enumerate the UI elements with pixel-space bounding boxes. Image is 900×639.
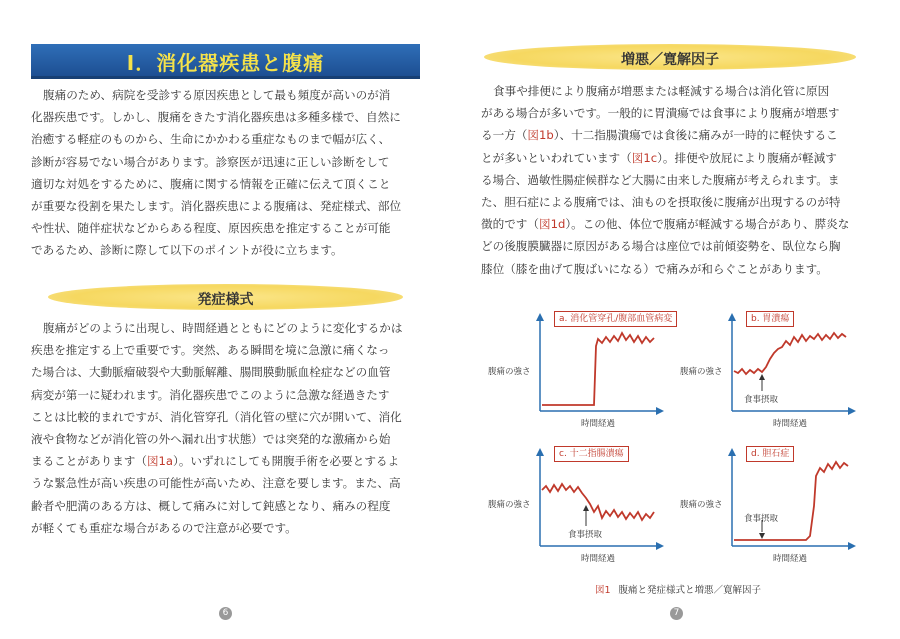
meal-arrowhead [583, 505, 589, 511]
y-axis-label: 腹痛の強さ [680, 367, 723, 377]
pain-curve [734, 462, 848, 540]
figure-reference-1a: 図1a [146, 454, 174, 469]
meal-label: 食事摂取 [744, 395, 779, 405]
figure-panel-b [678, 311, 858, 429]
figure-reference-1c: 図1c [631, 150, 658, 165]
onset-line: が軽くても重症な場合があるので注意が必要です。 [31, 520, 297, 535]
pain-curve [542, 333, 654, 405]
x-axis-label: 時間経過 [581, 554, 616, 564]
intro-line: や性状、随伴症状などからある程度、原因疾患を推定することが可能 [31, 221, 391, 236]
section-heading-onset [48, 284, 403, 310]
section-title: 発症様式 [197, 292, 254, 308]
text: まることがあります（ [31, 454, 147, 469]
section-title: 増悪／寛解因子 [621, 52, 719, 68]
x-axis-arrow [656, 407, 664, 415]
intro-line: 腹痛のため、病院を受診する原因疾患として最も頻度が高いのが消 [43, 88, 391, 102]
intro-line: 診断が容易でない場合があります。診察医が迅速に正しい診断をして [31, 154, 390, 169]
chapter-title: I．消化器疾患と腹痛 [126, 51, 325, 75]
onset-line: 液や食物などが消化管の外へ漏れ出す状態）では突発的な激痛から始 [31, 432, 391, 447]
text: ）。いずれにしても開腹手術を必要とするよ [173, 454, 400, 469]
factors-paragraph [481, 80, 873, 280]
onset-line: うな緊急性が高い疾患の可能性が高いため、注意を要します。また、高 [31, 476, 401, 491]
intro-line: 治癒する軽症のものから、生命にかかわる重症なものまで幅が広く、 [31, 132, 391, 147]
intro-line: 化器疾患です。しかし、腹痛をきたす消化器疾患は多種多様で、自然に [31, 110, 401, 125]
meal-label: 食事摂取 [744, 514, 779, 524]
factors-line [481, 124, 873, 146]
text: る一方（ [481, 128, 528, 143]
y-axis-arrow [536, 448, 544, 456]
figure-reference-1d: 図1d [538, 217, 566, 232]
onset-line: 疾患を推定する上で重要です。突然、ある瞬間を境に急激に痛くなっ [31, 343, 390, 358]
figure-reference-1b: 図1b [527, 128, 554, 143]
intro-line: であるため、診断に際して以下のポイントが役に立ちます。 [31, 243, 343, 258]
text: ）、十二指腸潰瘍では食後に痛みが一時的に軽快するこ [553, 128, 838, 143]
page-number: 6 [219, 607, 232, 620]
x-axis-label: 時間経過 [773, 419, 808, 429]
onset-line [31, 450, 423, 472]
x-axis-arrow [848, 542, 856, 550]
y-axis-label: 腹痛の強さ [488, 500, 531, 510]
text: 徴的です（ [481, 217, 539, 232]
factors-line: どの後腹膜臓器に原因がある場合は座位では前傾姿勢を、臥位なら胸 [481, 239, 841, 254]
x-axis-arrow [656, 542, 664, 550]
y-axis-arrow [536, 313, 544, 321]
section-heading-factors [484, 44, 856, 70]
panel-label: d. 胆石症 [746, 446, 794, 462]
text: ）。排便や放屁により腹痛が軽減す [657, 150, 837, 165]
onset-line: 齢者や肥満のある方は、概して痛みに対して鈍感となり、痛みの程度 [31, 498, 391, 513]
figure-number: 図1 [595, 585, 611, 596]
factors-line: がある場合が多いです。一般的に胃潰瘍では食事により腹痛が増悪す [481, 106, 840, 121]
page-number: 7 [670, 607, 683, 620]
onset-line: た場合は、大動脈瘤破裂や大動脈解離、腸間膜動脈血栓症などの血管 [31, 365, 391, 380]
intro-line: 適切な対処をするために、腹痛に関する情報を正確に伝えて頂くこと [31, 176, 391, 191]
right-page [450, 0, 900, 639]
text: ）。この他、体位で腹痛が軽減する場合があり、膵炎な [565, 217, 850, 232]
onset-line: ことは比較的まれですが、消化管穿孔（消化管の壁に穴が開いて、消化 [31, 409, 402, 424]
intro-paragraph [31, 84, 423, 262]
factors-line [481, 147, 873, 169]
caption-text: 腹痛と発症様式と増悪／寛解因子 [618, 585, 762, 596]
text: とが多いといわれています（ [481, 150, 632, 165]
intro-line: が重要な役割を果たします。消化器疾患による腹痛は、発症様式、部位 [31, 199, 402, 214]
onset-line: 腹痛がどのように出現し、時間経過とともにどのように変化するかは [43, 321, 403, 335]
y-axis-label: 腹痛の強さ [488, 367, 531, 377]
factors-line: る場合、過敏性腸症候群など大腸に由来した腹痛が考えられます。ま [481, 172, 840, 187]
x-axis-label: 時間経過 [581, 419, 616, 429]
panel-label: a. 消化管穿孔/腹部血管病変 [554, 311, 677, 327]
x-axis-label: 時間経過 [773, 554, 808, 564]
pain-curve [734, 333, 846, 374]
y-axis-arrow [728, 313, 736, 321]
chapter-title-bar [31, 44, 420, 79]
panel-label: b. 胃潰瘍 [746, 311, 794, 327]
figure-panel-d [678, 446, 858, 564]
factors-line: 膝位（膝を曲げて腹ばいになる）で痛みが和らぐことがあります。 [481, 261, 828, 276]
onset-line: 病変が第一に疑われます。消化器疾患でこのように急激な経過きたす [31, 387, 390, 402]
pain-curve [542, 484, 654, 520]
meal-arrowhead [759, 374, 765, 380]
factors-line: 食事や排便により腹痛が増悪または軽減する場合は消化管に原因 [493, 84, 830, 98]
panel-label: c. 十二指腸潰瘍 [554, 446, 629, 462]
y-axis-arrow [728, 448, 736, 456]
y-axis-label: 腹痛の強さ [680, 500, 723, 510]
figure-panel-a [486, 311, 673, 429]
figure-panel-c [486, 446, 666, 564]
factors-line [481, 213, 873, 235]
meal-arrowhead [759, 533, 765, 539]
x-axis-arrow [848, 407, 856, 415]
factors-line: た、胆石症による腹痛では、油ものを摂取後に腹痛が出現するのが特 [481, 195, 841, 210]
figure-caption [595, 582, 761, 596]
onset-paragraph [31, 317, 423, 539]
meal-label: 食事摂取 [568, 530, 603, 540]
